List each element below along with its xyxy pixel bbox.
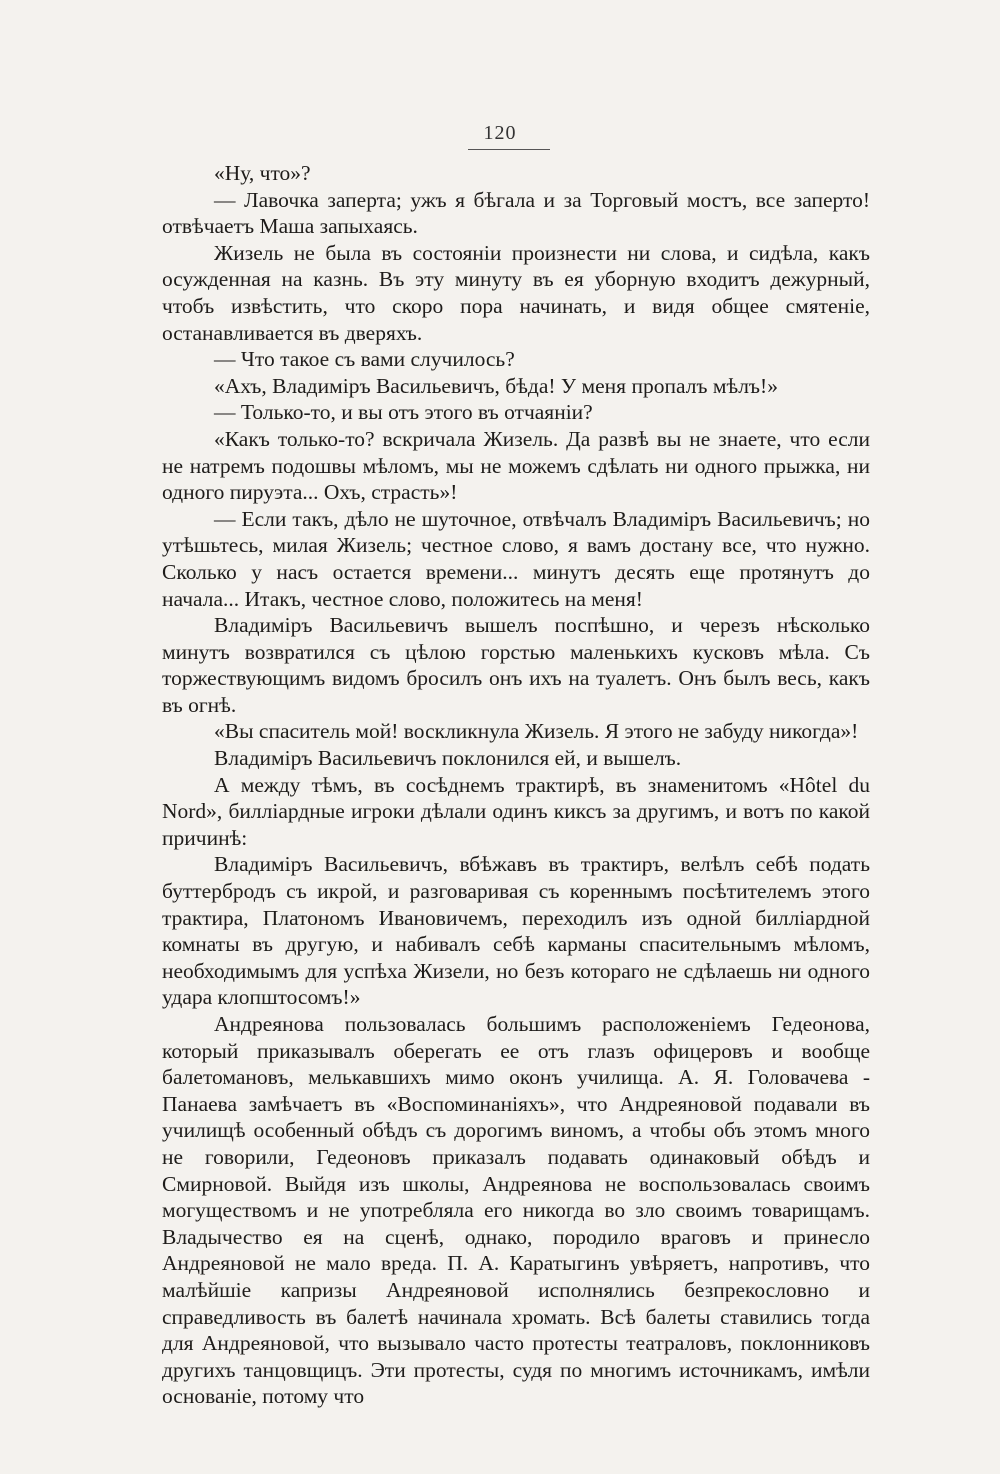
paragraph: «Вы спаситель мой! воскликнула Жизель. Я этого не забуду никогда»!: [214, 719, 859, 744]
paragraph: А между тѣмъ, въ сосѣднемъ трактирѣ, въ знаменитомъ «Hôtel du Nord», билліардные игроки дѣлали одинъ киксъ за другимъ, и вотъ по какой причинѣ:: [162, 772, 870, 850]
paragraph: Жизель не была въ состоянiи произнести ни слова, и сидѣла, какъ осужденная на казнь. Въ эту минуту въ ея уборную входитъ дежурный, чтобъ извѣстить, что скоро пора начинать, и видя общее смятенiе, останавливается въ дверяхъ.: [162, 240, 870, 345]
paragraph: — Только-то, и вы отъ этого въ отчаянiи?: [214, 400, 593, 425]
paragraph: «Ахъ, Владимiръ Васильевичъ, бѣда! У меня пропалъ мѣлъ!»: [214, 373, 778, 398]
page-number: 120: [483, 122, 517, 144]
paragraph: Андреянова пользовалась большимъ расположенiемъ Гедеонова, который приказывалъ оберегать ее отъ глазъ офицеровъ и вообще балетомановъ, мелькавшихъ мимо оконъ училища. А. Я. Головачева - Панаева замѣчаетъ въ «Воспоминанiяхъ», что Андреяновой подавали въ училищѣ особенный обѣдъ съ дорогимъ виномъ, а чтобы объ этомъ много не говорили, Гедеоновъ приказалъ подавать одинаковый обѣдъ и Смирновой. Выйдя изъ школы, Андреянова не воспользовалась своимъ могуществомъ и не употребляла его никогда во зло своимъ товарищамъ. Владычество ея на сценѣ, однако, породило враговъ и принесло Андреяновой не мало вреда. П. А. Каратыгинъ увѣряетъ, напротивъ, что малѣйшiе капризы Андреяновой исполнялись безпрекословно и справедливость въ балетѣ начинала хромать. Всѣ балеты ставились тогда для Андреяновой, что вызывало часто протесты театраловъ, поклонниковъ другихъ танцовщицъ. Эти протесты, судя по многимъ источникамъ, имѣли основанiе, потому что: [162, 1012, 870, 1409]
paragraph: «Какъ только-то? вскричала Жизель. Да развѣ вы не знаете, что если не натремъ подошвы мѣломъ, мы не можемъ сдѣлать ни одного прыжка, ни одного пируэта... Охъ, страсть»!: [162, 426, 870, 505]
paragraph: Владимiръ Васильевичъ, вбѣжавъ въ трактиръ, велѣлъ себѣ подать буттербродъ съ икрой, и разговаривая съ кореннымъ посѣтителемъ этого трактира, Платономъ Ивановичемъ, переходилъ изъ одной билліардной комнаты въ другую, и набивалъ себѣ карманы спасительнымъ мѣломъ, необходимымъ для успѣха Жизели, но безъ котораго не сдѣлаешь ни одного удара клопштосомъ!»: [162, 852, 870, 1010]
paragraph: «Ну, что»?: [214, 161, 311, 185]
paragraph: — Что такое съ вами случилось?: [214, 347, 515, 372]
body-text: [162, 160, 870, 1410]
paragraph: Владимiръ Васильевичъ поклонился ей, и вышелъ.: [214, 746, 682, 771]
paragraph: — Если такъ, дѣло не шуточное, отвѣчалъ Владимiръ Васильевичъ; но утѣшьтесь, милая Жизель; честное слово, я вамъ достану все, что нужно. Сколько у насъ остается времени... минутъ десять еще протянутъ до начала... Итакъ, честное слово, положитесь на меня!: [162, 506, 870, 611]
header-rule: [468, 149, 550, 150]
paragraph: — Лавочка заперта; ужъ я бѣгала и за Торговый мостъ, все заперто! отвѣчаетъ Маша запыхаясь.: [162, 187, 870, 239]
paragraph: Владимiръ Васильевичъ вышелъ поспѣшно, и черезъ нѣсколько минутъ возвратился съ цѣлою горстью маленькихъ кусковъ мѣла. Съ торжествующимъ видомъ бросилъ онъ ихъ на туалетъ. Онъ былъ весь, какъ въ огнѣ.: [162, 613, 870, 717]
